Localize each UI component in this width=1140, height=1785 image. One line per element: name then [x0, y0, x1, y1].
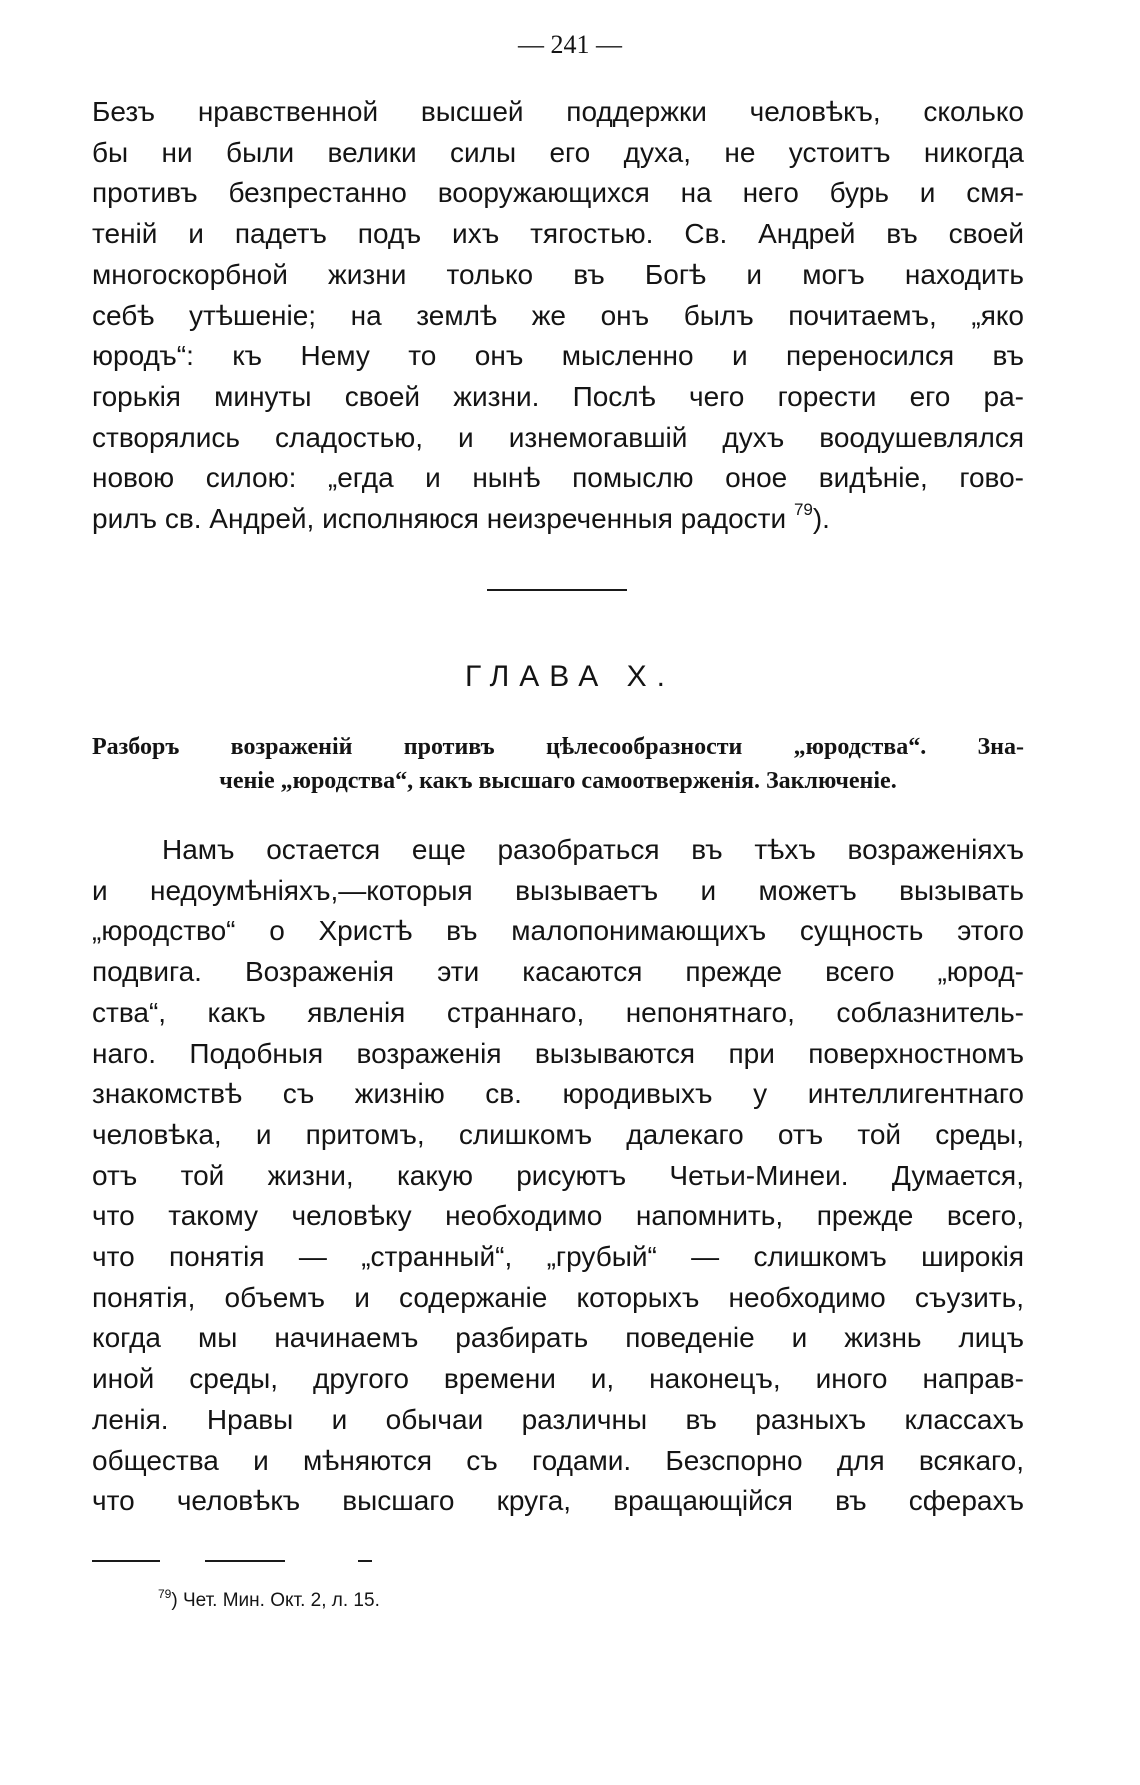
- paragraph-last-line: [92, 499, 1024, 540]
- section-divider: [487, 589, 627, 591]
- paragraph-line: отъ той жизни, какую рисуютъ Четьи-Минеи. Думается,: [92, 1159, 1024, 1191]
- paragraph-line: горькія минуты своей жизни. Послѣ чего горести его ра-: [92, 380, 1024, 412]
- subtitle-line: Разборъ возраженій противъ цѣлесообразности „юродства“. Зна-: [92, 734, 1024, 760]
- chapter-subtitle: [92, 730, 1024, 798]
- last-line-text: рилъ св. Андрей, исполняюся неизреченныя радости: [92, 503, 787, 535]
- paragraph-line: Безъ нравственной высшей поддержки человѣкъ, сколько: [92, 96, 1024, 127]
- paragraph-line: новою силою: „егда и нынѣ помыслю оное видѣніе, гово-: [92, 462, 1024, 494]
- footnote-reference: 79: [793, 500, 813, 520]
- paragraph-line: и недоумѣніяхъ,—которыя вызываетъ и можетъ вызывать: [92, 874, 1024, 906]
- paragraph-line: что понятія — „странный“, „грубый“ — слишкомъ широкія: [92, 1241, 1024, 1273]
- footnote-rule-segment: [205, 1560, 285, 1562]
- paragraph-2: [92, 830, 1024, 1522]
- paragraph-line: человѣка, и притомъ, слишкомъ далекаго отъ той среды,: [92, 1118, 1024, 1150]
- paragraph-line: иной среды, другого времени и, наконецъ, иного направ-: [92, 1363, 1024, 1395]
- paragraph-line: многоскорбной жизни только въ Богѣ и могъ находить: [92, 258, 1024, 290]
- paragraph-line: общества и мѣняются съ годами. Безспорно для всякаго,: [92, 1444, 1024, 1476]
- paragraph-line: что человѣкъ высшаго круга, вращающійся въ сферахъ: [92, 1485, 1024, 1517]
- paragraph-line: теній и падетъ подъ ихъ тягостью. Св. Андрей въ своей: [92, 218, 1024, 250]
- footnote-text: ) Чет. Мин. Окт. 2, л. 15.: [171, 1590, 380, 1611]
- paragraph-line: ленія. Нравы и обычаи различны въ разныхъ классахъ: [92, 1403, 1024, 1435]
- last-line-end: ).: [812, 503, 830, 535]
- paragraph-1: [92, 92, 1024, 540]
- footnote-marker: 79: [158, 1587, 172, 1601]
- paragraph-line: бы ни были велики силы его духа, не устоитъ никогда: [92, 136, 1024, 168]
- paragraph-line: себѣ утѣшеніе; на землѣ же онъ былъ почитаемъ, „яко: [92, 299, 1024, 331]
- paragraph-line: Намъ остается еще разобраться въ тѣхъ возраженіяхъ: [162, 834, 1024, 865]
- subtitle-line: ченіе „юродства“, какъ высшаго самоотверженія. Заключеніе.: [219, 768, 897, 794]
- footnote-rule-segment: [92, 1560, 160, 1562]
- paragraph-line: противъ безпрестанно вооружающихся на него бурь и смя-: [92, 177, 1024, 209]
- paragraph-line: „юродство“ о Христѣ въ малопонимающихъ сущность этого: [92, 915, 1024, 947]
- paragraph-line: створялись сладостью, и изнемогавшій духъ воодушевлялся: [92, 421, 1024, 453]
- paragraph-line: когда мы начинаемъ разбирать поведеніе и жизнь лицъ: [92, 1322, 1024, 1354]
- paragraph-line: наго. Подобныя возраженія вызываются при поверхностномъ: [92, 1037, 1024, 1069]
- paragraph-line: юродъ“: къ Нему то онъ мысленно и переносился въ: [92, 340, 1024, 372]
- paragraph-line: понятія, объемъ и содержаніе которыхъ необходимо съузить,: [92, 1281, 1024, 1313]
- page-number: — 241 —: [518, 30, 622, 59]
- chapter-title: ГЛАВА X.: [465, 660, 675, 693]
- footnote-rule-segment: [358, 1560, 372, 1562]
- paragraph-line: что такому человѣку необходимо напомнить, прежде всего,: [92, 1200, 1024, 1232]
- footnote: [158, 1587, 380, 1612]
- paragraph-line: подвига. Возраженія эти касаются прежде всего „юрод-: [92, 956, 1024, 988]
- paragraph-line: ства“, какъ явленія страннаго, непонятнаго, соблазнитель-: [92, 996, 1024, 1028]
- paragraph-line: знакомствѣ съ жизнію св. юродивыхъ у интеллигентнаго: [92, 1078, 1024, 1110]
